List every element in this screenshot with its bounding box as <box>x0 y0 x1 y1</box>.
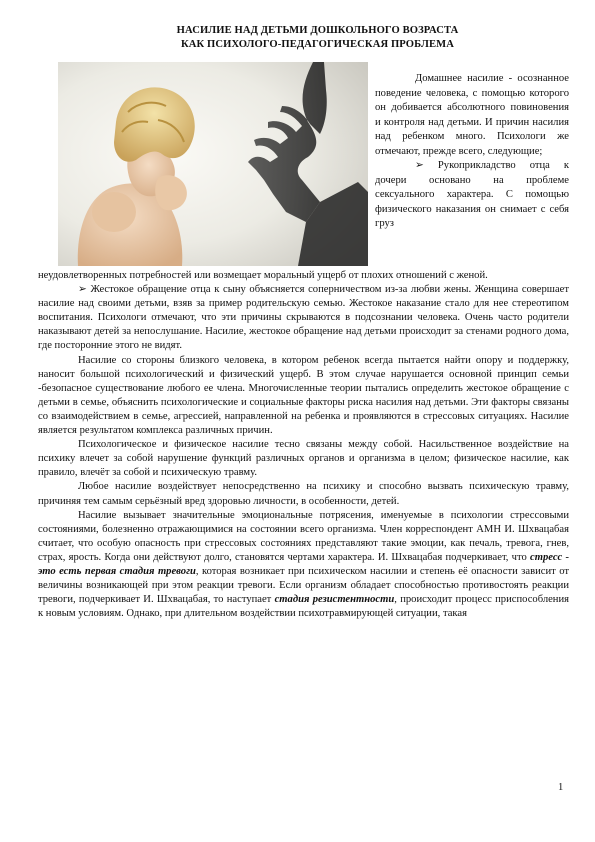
paragraph-4 <box>38 509 569 622</box>
main-text <box>38 269 569 621</box>
paragraph-4-part-a: Насилие вызывает значительные эмоциональные потрясения, именуемые в психологии стрессовыми состояниями, болезненно отражающимися на состоянии всего организма. Член корреспондент АМН И. Шхвацабая считает, что особую опасность при стрессовых состояниях представляют такие эмоции, как печаль, тревога, гнев, страх, ярость. Когда они действуют долго, становятся чертами характера. И. Шхвацабая подчеркивает, что <box>38 509 569 563</box>
bullet-2-text: Жестокое обращение отца к сыну объясняется соперничеством из-за любви жены. Женщина совершает насилие над своими детьми, взяв за пример родительскую семью. Жестокое наказание стало для нее стереотипом воспитания. Психологи отмечают, что эти причины скрываются в подсознании человека. Очень часто родители наказывают детей за непослушание. Насилие, жестокое обращение над детьми происходит за стенами родного дома, где посторонние этого не видят. <box>38 284 569 352</box>
bullet-1-text: Рукоприкладство отца к дочери основано на проблеме сексуального характера. С помощью физического наказания он снимает с себя груз <box>375 160 569 229</box>
resistance-stage-emphasis: стадия резистентности <box>274 594 395 606</box>
intro-paragraph: Домашнее насилие - осознанное поведение человека, с помощью которого он добивается абсолютного повиновения и контроля над детьми. И причин насилия над ребенком много. Психологи же отмечают, прежде всего, следующие; <box>375 73 569 157</box>
paragraph-4-part-b: , которая возникает при психическом насилии и степень её опасности зависит от величины возникающей при этом реакции тревоги. Если организм обладает способностью противостоять реакции тревоги, подчеркивает И. Шхвацабая, то наступает <box>38 565 569 606</box>
bullet-item-2 <box>38 283 569 353</box>
paragraph-4-part-c: , происходит процесс приспособления к новым условиям. Однако, при длительном воздействии психотравмирующей ситуации, такая <box>38 594 570 620</box>
stress-definition-emphasis: стресс - это есть первая стадия тревоги <box>38 551 569 577</box>
paragraph-3: Любое насилие воздействует непосредственно на психику и способно вызвать психическую травму, причиняя тем самым серьёзный вред здоровью личности, в особенности, детей. <box>38 481 569 507</box>
document-title <box>60 24 575 52</box>
side-text-column <box>375 72 569 232</box>
bullet-1-continuation: неудовлетворенных потребностей или возмещает моральный ущерб от плохих отношений с женой. <box>38 270 488 281</box>
arrow-bullet-icon: ➢ <box>415 160 424 171</box>
paragraph-2: Психологическое и физическое насилие тесно связаны между собой. Насильственное воздействие на психику влечет за собой нарушение функций различных органов и организма в целом; физическое насилие, как правило, влечёт за собой и психическую травму. <box>38 439 569 479</box>
child-violence-photo <box>58 62 368 266</box>
page-number: 1 <box>558 782 564 793</box>
title-line-1: НАСИЛИЕ НАД ДЕТЬМИ ДОШКОЛЬНОГО ВОЗРАСТА <box>176 25 459 36</box>
photo-illustration <box>58 62 368 266</box>
title-line-2: КАК ПСИХОЛОГО-ПЕДАГОГИЧЕСКАЯ ПРОБЛЕМА <box>181 39 454 50</box>
bullet-item-1 <box>375 159 569 232</box>
paragraph-1: Насилие со стороны близкого человека, в котором ребенок всегда пытается найти опору и поддержку, наносит большой психологический и физический ущерб. В этом случае нарушается основной принцип семьи -безопасное существование любого ее члена. Многочисленные теории пытались определить жестокое обращение с детьми в семье, объяснить психологические и социальные факторы риска насилия над детьми. Эти факторы связаны со взаимодействием в семье, агрессией, направленной на ребенка и проявляются в стрессовых ситуациях. Насилие является результатом комплекса различных причин. <box>38 354 569 437</box>
arrow-bullet-icon: ➢ <box>78 284 87 296</box>
